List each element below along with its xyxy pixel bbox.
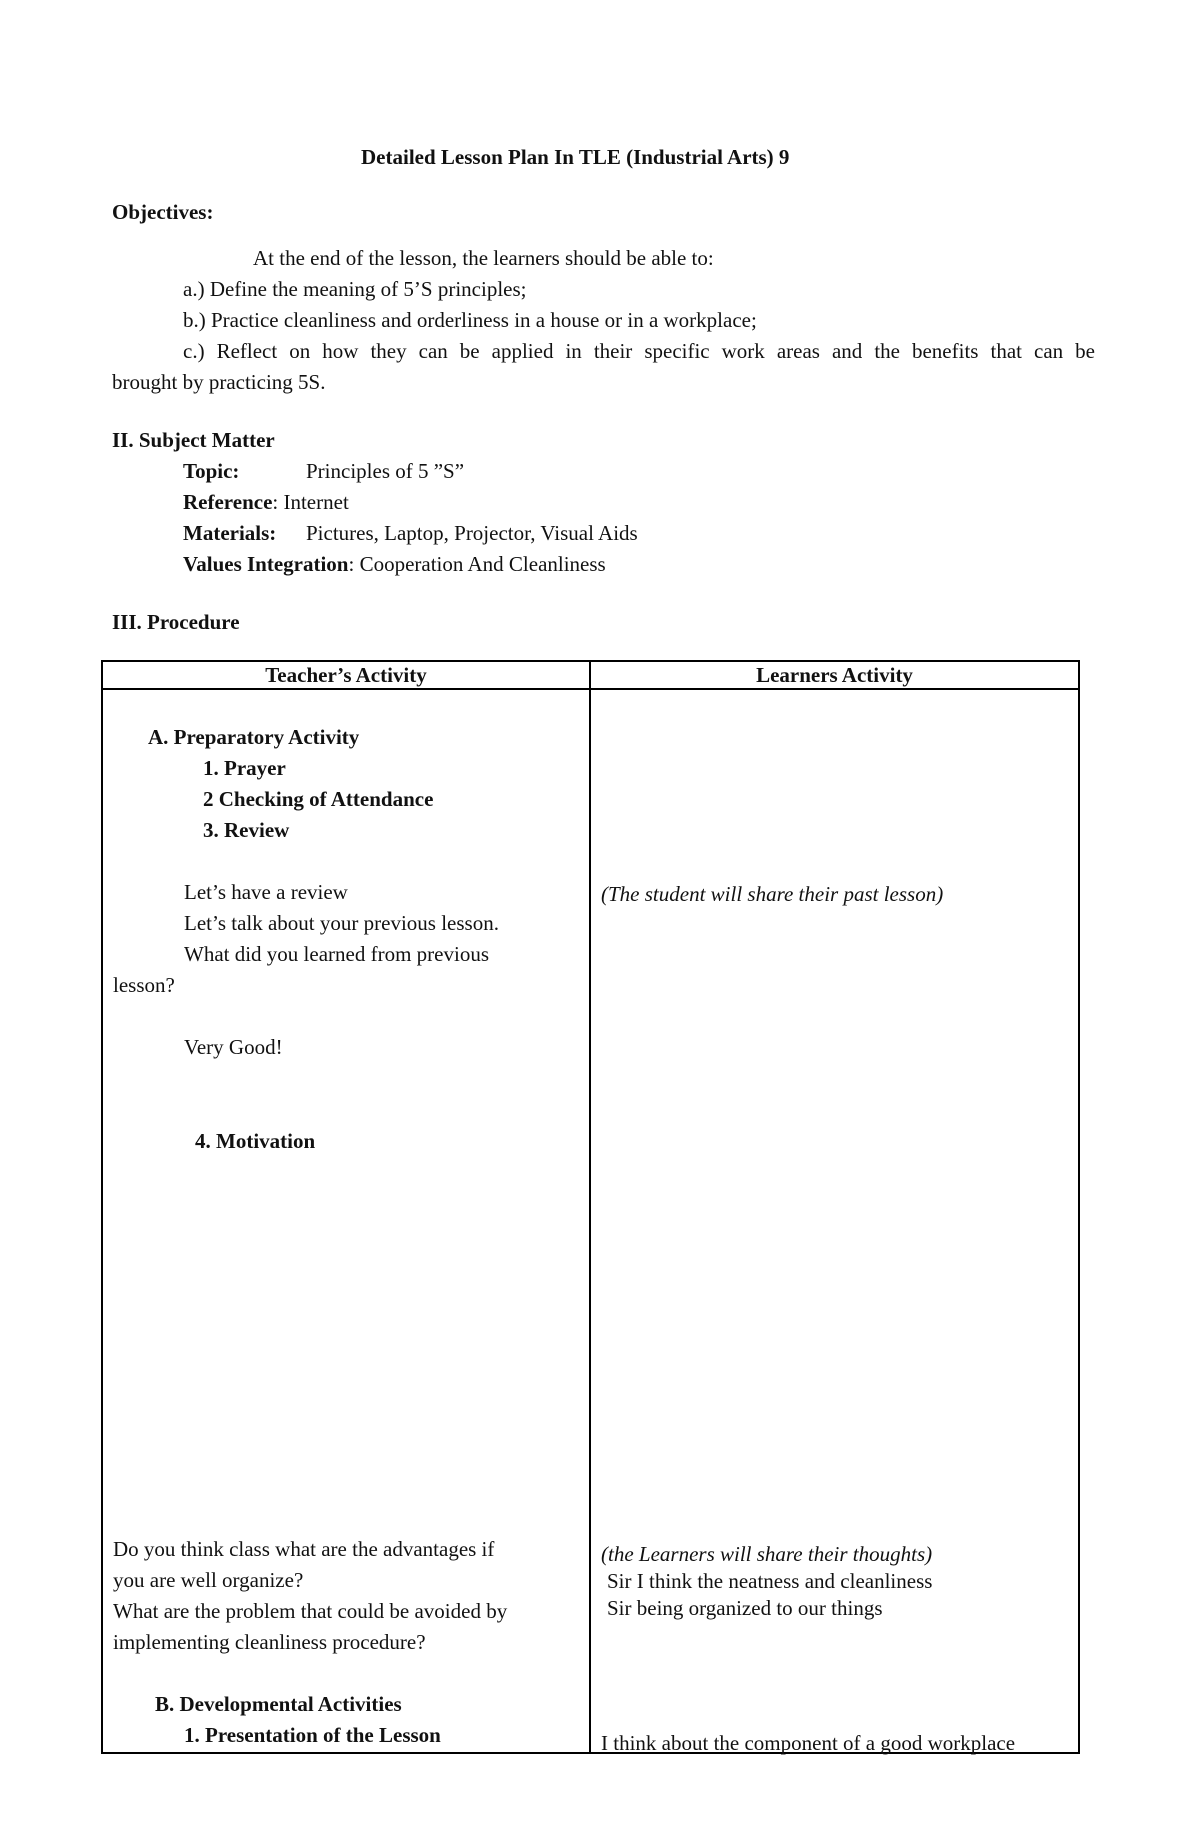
review-response: (The student will share their past lesson) — [601, 882, 944, 906]
procedure-table — [101, 660, 1080, 1754]
review-item: 3. Review — [203, 818, 290, 842]
reference-row — [183, 487, 349, 518]
objective-item: b.) Practice cleanliness and orderliness in a house or in a workplace; — [183, 308, 757, 332]
teacher-column-header: Teacher’s Activity — [102, 661, 590, 689]
materials-value: Pictures, Laptop, Projector, Visual Aids — [306, 521, 638, 545]
presentation-item: 1. Presentation of the Lesson — [184, 1723, 441, 1747]
workplace-answer: I think about the component of a good workplace — [601, 1731, 1016, 1755]
page-title: Detailed Lesson Plan In TLE (Industrial Arts) 9 — [361, 145, 790, 169]
question-line: What are the problem that could be avoided by — [113, 1599, 508, 1623]
review-line: Let’s talk about your previous lesson. — [184, 911, 499, 935]
attendance-item: 2 Checking of Attendance — [203, 787, 434, 811]
materials-label: Materials: — [183, 521, 277, 545]
objective-continuation: brought by practicing 5S. — [112, 370, 326, 394]
review-line: Let’s have a review — [184, 880, 348, 904]
values-row — [183, 549, 606, 580]
question-line: implementing cleanliness procedure? — [113, 1630, 426, 1654]
reference-value: : Internet — [272, 490, 349, 514]
objective-item: c.) Reflect on how they can be applied in their specific work areas and the benefits that can be — [183, 339, 1095, 363]
table-header-row — [102, 661, 1079, 689]
objective-item: a.) Define the meaning of 5’S principles; — [183, 277, 527, 301]
values-value: : Cooperation And Cleanliness — [348, 552, 606, 576]
motivation-item: 4. Motivation — [195, 1129, 316, 1153]
objectives-intro: At the end of the lesson, the learners should be able to: — [253, 246, 714, 270]
learners-column-header: Learners Activity — [590, 661, 1079, 689]
topic-label: Topic: — [183, 459, 240, 483]
learner-answer: Sir I think the neatness and cleanliness — [607, 1569, 933, 1593]
question-line: you are well organize? — [113, 1568, 304, 1592]
topic-value: Principles of 5 ”S” — [306, 459, 465, 483]
thoughts-note: (the Learners will share their thoughts) — [601, 1542, 933, 1566]
subject-matter-heading: II. Subject Matter — [112, 428, 275, 452]
review-continuation: lesson? — [113, 973, 175, 997]
developmental-heading: B. Developmental Activities — [155, 1692, 402, 1716]
learner-answer: Sir being organized to our things — [607, 1596, 883, 1620]
values-label: Values Integration — [183, 552, 349, 576]
very-good-text: Very Good! — [184, 1035, 283, 1059]
question-line: Do you think class what are the advantages if — [113, 1537, 495, 1561]
objectives-heading: Objectives: — [112, 200, 214, 224]
preparatory-heading: A. Preparatory Activity — [148, 725, 360, 749]
prayer-item: 1. Prayer — [203, 756, 286, 780]
teacher-cell — [102, 689, 590, 1753]
table-row — [102, 689, 1079, 1753]
review-line: What did you learned from previous — [184, 942, 489, 966]
procedure-heading: III. Procedure — [112, 610, 240, 634]
learners-cell — [590, 689, 1079, 1753]
reference-label: Reference — [183, 490, 273, 514]
